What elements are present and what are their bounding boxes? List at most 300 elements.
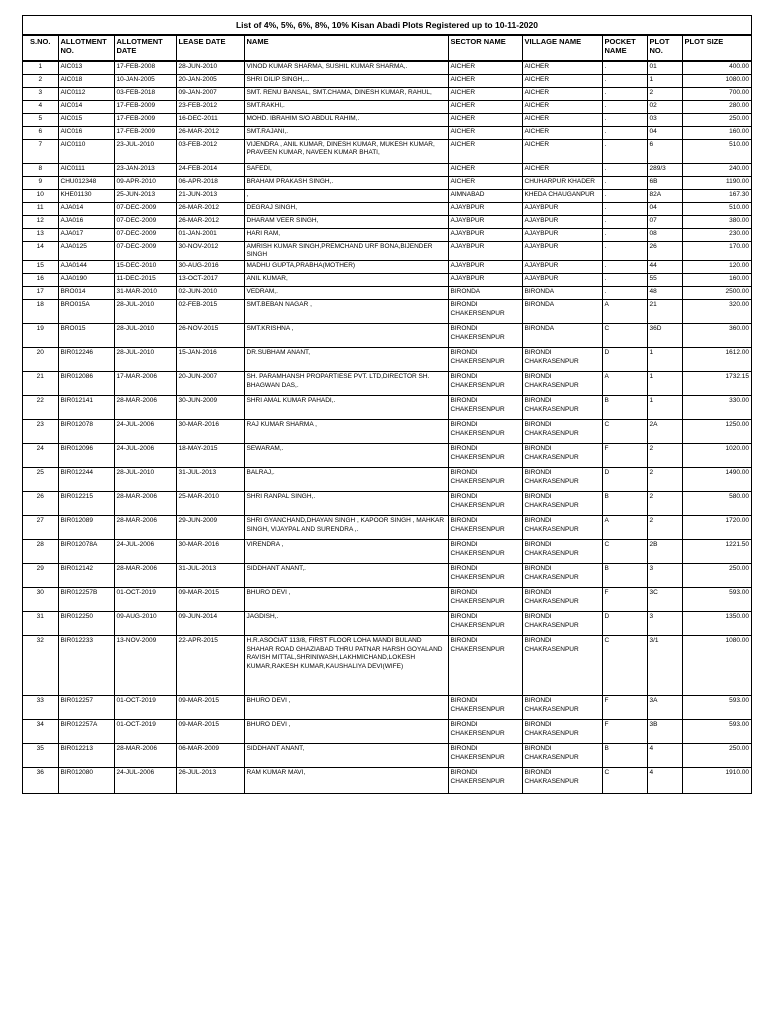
cell-plot-no: 3A [647,696,682,720]
cell-plot-size: 1221.50 [682,540,751,564]
cell-allotment-no: BIR012246 [58,348,114,372]
cell-lease-date: 24-FEB-2014 [176,163,244,176]
cell-village-name: AICHER [522,126,602,139]
cell-sector-name: BIRONDI CHAKERSENPUR [448,468,522,492]
cell-lease-date: 30-NOV-2012 [176,241,244,261]
cell-plot-no: 07 [647,215,682,228]
cell-sector-name: AIMNABAD [448,189,522,202]
cell-allotment-date: 28-MAR-2006 [114,744,176,768]
cell-allotment-no: BIR012233 [58,636,114,696]
cell-sno: 3 [23,87,58,100]
cell-pocket-name: . [602,202,647,215]
cell-pocket-name: . [602,87,647,100]
cell-name: VEDRAM,. [244,287,448,300]
cell-allotment-no: BIR012250 [58,612,114,636]
cell-plot-no: 03 [647,113,682,126]
cell-name: BRAHAM PRAKASH SINGH,. [244,176,448,189]
cell-sector-name: BIRONDI CHAKERSENPUR [448,696,522,720]
cell-village-name: BIRONDI CHAKRASENPUR [522,420,602,444]
cell-plot-size: 1020.00 [682,444,751,468]
cell-pocket-name: . [602,261,647,274]
cell-plot-size: 160.00 [682,126,751,139]
cell-allotment-no: BIR012257A [58,720,114,744]
cell-allotment-date: 03-FEB-2018 [114,87,176,100]
cell-village-name: KHEDA CHAUGANPUR [522,189,602,202]
cell-lease-date: 21-JUN-2013 [176,189,244,202]
cell-sector-name: AJAYBPUR [448,274,522,287]
cell-lease-date: 06-APR-2018 [176,176,244,189]
cell-sector-name: AJAYBPUR [448,261,522,274]
cell-allotment-date: 07-DEC-2009 [114,202,176,215]
cell-plot-no: 3/1 [647,636,682,696]
cell-allotment-date: 25-JUN-2013 [114,189,176,202]
cell-sector-name: BIRONDI CHAKERSENPUR [448,564,522,588]
cell-sno: 36 [23,768,58,793]
cell-village-name: BIRONDI CHAKRASENPUR [522,516,602,540]
cell-allotment-no: BIR012078 [58,420,114,444]
cell-plot-no: 3 [647,564,682,588]
cell-pocket-name: F [602,696,647,720]
cell-pocket-name: F [602,588,647,612]
cell-allotment-date: 13-NOV-2009 [114,636,176,696]
cell-sno: 29 [23,564,58,588]
cell-allotment-date: 15-DEC-2010 [114,261,176,274]
cell-allotment-date: 17-FEB-2008 [114,61,176,74]
cell-pocket-name: . [602,215,647,228]
cell-lease-date: 18-MAY-2015 [176,444,244,468]
cell-village-name: BIRONDI CHAKRASENPUR [522,468,602,492]
cell-name: DR.SUBHAM ANANT, [244,348,448,372]
table-row [23,612,751,636]
cell-allotment-date: 24-JUL-2006 [114,444,176,468]
table-row [23,189,751,202]
cell-sector-name: BIRONDI CHAKERSENPUR [448,324,522,348]
cell-plot-no: 3 [647,612,682,636]
cell-allotment-date: 28-MAR-2006 [114,492,176,516]
cell-allotment-no: AIC014 [58,100,114,113]
cell-plot-no: 02 [647,100,682,113]
col-header-sector-name: SECTOR NAME [448,36,522,62]
table-row [23,215,751,228]
cell-allotment-no: BIR012078A [58,540,114,564]
table-row [23,516,751,540]
cell-plot-size: 167.30 [682,189,751,202]
cell-allotment-no: AJA014 [58,202,114,215]
cell-allotment-no: BIR012213 [58,744,114,768]
cell-sector-name: BIRONDI CHAKERSENPUR [448,768,522,793]
cell-plot-no: 2B [647,540,682,564]
cell-name: SIDDHANT ANANT,. [244,564,448,588]
cell-allotment-date: 09-AUG-2010 [114,612,176,636]
col-header-plot-no: PLOT NO. [647,36,682,62]
cell-lease-date: 30-AUG-2016 [176,261,244,274]
cell-village-name: BIRONDA [522,324,602,348]
cell-lease-date: 09-JAN-2007 [176,87,244,100]
cell-allotment-no: BIR012215 [58,492,114,516]
cell-sno: 4 [23,100,58,113]
cell-plot-size: 593.00 [682,696,751,720]
cell-plot-no: 6 [647,139,682,163]
cell-lease-date: 09-MAR-2015 [176,696,244,720]
table-row [23,696,751,720]
cell-sector-name: BIRONDI CHAKERSENPUR [448,516,522,540]
cell-name: SAFEDI, [244,163,448,176]
table-header-row [23,36,751,62]
cell-plot-no: 2 [647,87,682,100]
cell-plot-no: 36D [647,324,682,348]
cell-sno: 21 [23,372,58,396]
col-header-allotment-no: ALLOTMENT NO. [58,36,114,62]
cell-lease-date: 13-OCT-2017 [176,274,244,287]
cell-pocket-name: . [602,126,647,139]
cell-pocket-name: C [602,540,647,564]
cell-plot-no: 6B [647,176,682,189]
table-row [23,444,751,468]
cell-pocket-name: . [602,139,647,163]
cell-lease-date: 09-MAR-2015 [176,588,244,612]
cell-plot-no: 3B [647,720,682,744]
cell-lease-date: 23-FEB-2012 [176,100,244,113]
table-row [23,261,751,274]
cell-name: MADHU GUPTA,PRABHA(MOTHER) [244,261,448,274]
cell-sector-name: BIRONDI CHAKERSENPUR [448,492,522,516]
cell-village-name: BIRONDI CHAKRASENPUR [522,720,602,744]
cell-pocket-name: . [602,163,647,176]
table-row [23,241,751,261]
cell-name: RAM KUMAR MAVI, [244,768,448,793]
cell-pocket-name: D [602,468,647,492]
table-row [23,396,751,420]
cell-plot-size: 1080.00 [682,636,751,696]
cell-sector-name: AICHER [448,74,522,87]
cell-plot-no: 2A [647,420,682,444]
cell-allotment-date: 01-OCT-2019 [114,588,176,612]
cell-plot-size: 360.00 [682,324,751,348]
cell-plot-size: 1350.00 [682,612,751,636]
col-header-pocket-name: POCKET NAME [602,36,647,62]
cell-allotment-date: 17-MAR-2006 [114,372,176,396]
cell-village-name: AICHER [522,100,602,113]
cell-sno: 26 [23,492,58,516]
cell-sno: 8 [23,163,58,176]
table-row [23,61,751,74]
cell-pocket-name: B [602,396,647,420]
cell-plot-no: 2 [647,468,682,492]
cell-village-name: BIRONDA [522,287,602,300]
cell-pocket-name: B [602,492,647,516]
cell-plot-size: 230.00 [682,228,751,241]
cell-allotment-no: BIR012086 [58,372,114,396]
col-header-sno: S.NO. [23,36,58,62]
cell-sno: 24 [23,444,58,468]
cell-allotment-date: 28-MAR-2006 [114,396,176,420]
table-row [23,202,751,215]
cell-name: DHARAM VEER SINGH, [244,215,448,228]
table-row [23,540,751,564]
table-row [23,300,751,324]
cell-allotment-date: 01-OCT-2019 [114,720,176,744]
cell-plot-no: 1 [647,372,682,396]
table-row [23,636,751,696]
cell-sno: 25 [23,468,58,492]
cell-lease-date: 02-FEB-2015 [176,300,244,324]
cell-pocket-name: . [602,113,647,126]
cell-sector-name: BIRONDI CHAKERSENPUR [448,720,522,744]
cell-allotment-date: 28-MAR-2006 [114,516,176,540]
cell-allotment-no: BRO015A [58,300,114,324]
cell-village-name: BIRONDI CHAKRASENPUR [522,768,602,793]
cell-allotment-no: AJA0190 [58,274,114,287]
cell-allotment-date: 17-FEB-2009 [114,113,176,126]
plot-register-document [22,15,752,794]
cell-sector-name: BIRONDI CHAKERSENPUR [448,636,522,696]
cell-plot-size: 593.00 [682,720,751,744]
cell-sno: 2 [23,74,58,87]
cell-sector-name: AJAYBPUR [448,228,522,241]
cell-lease-date: 15-JAN-2016 [176,348,244,372]
cell-sector-name: AICHER [448,61,522,74]
cell-lease-date: 22-APR-2015 [176,636,244,696]
cell-plot-size: 700.00 [682,87,751,100]
col-header-village-name: VILLAGE NAME [522,36,602,62]
cell-pocket-name: A [602,372,647,396]
cell-plot-size: 1190.00 [682,176,751,189]
cell-allotment-no: AIC0110 [58,139,114,163]
cell-plot-no: 3C [647,588,682,612]
cell-pocket-name: B [602,744,647,768]
cell-pocket-name: . [602,287,647,300]
cell-village-name: BIRONDI CHAKRASENPUR [522,348,602,372]
cell-allotment-no: AJA016 [58,215,114,228]
cell-sno: 10 [23,189,58,202]
col-header-allotment-date: ALLOTMENT DATE [114,36,176,62]
cell-plot-size: 1720.00 [682,516,751,540]
cell-sno: 9 [23,176,58,189]
cell-allotment-no: AIC015 [58,113,114,126]
col-header-lease-date: LEASE DATE [176,36,244,62]
cell-lease-date: 30-MAR-2016 [176,540,244,564]
cell-name: VIRENDRA , [244,540,448,564]
cell-pocket-name: A [602,300,647,324]
cell-sno: 30 [23,588,58,612]
cell-pocket-name: C [602,420,647,444]
cell-sno: 19 [23,324,58,348]
cell-sno: 35 [23,744,58,768]
cell-allotment-date: 11-DEC-2015 [114,274,176,287]
table-row [23,492,751,516]
cell-pocket-name: F [602,720,647,744]
table-body [23,61,751,793]
cell-name: SMT.KRISHNA , [244,324,448,348]
cell-sno: 27 [23,516,58,540]
cell-pocket-name: B [602,564,647,588]
cell-plot-size: 280.00 [682,100,751,113]
cell-name: VINOD KUMAR SHARMA, SUSHIL KUMAR SHARMA,. [244,61,448,74]
cell-name: SMT. RENU BANSAL, SMT.CHAMA, DINESH KUMAR, RAHUL, [244,87,448,100]
cell-pocket-name: C [602,768,647,793]
cell-village-name: BIRONDI CHAKRASENPUR [522,372,602,396]
cell-allotment-date: 17-FEB-2009 [114,126,176,139]
cell-allotment-date: 24-JUL-2006 [114,540,176,564]
cell-name: SEWARAM,. [244,444,448,468]
cell-sno: 6 [23,126,58,139]
cell-sector-name: AICHER [448,139,522,163]
cell-lease-date: 28-JUN-2010 [176,61,244,74]
cell-sector-name: AICHER [448,176,522,189]
table-row [23,228,751,241]
cell-village-name: AJAYBPUR [522,274,602,287]
cell-sector-name: AJAYBPUR [448,215,522,228]
cell-pocket-name: D [602,612,647,636]
cell-allotment-no: AIC016 [58,126,114,139]
cell-plot-no: 4 [647,744,682,768]
cell-sno: 22 [23,396,58,420]
cell-name: BHURO DEVI , [244,696,448,720]
cell-plot-size: 580.00 [682,492,751,516]
cell-plot-size: 170.00 [682,241,751,261]
cell-pocket-name: . [602,189,647,202]
table-row [23,87,751,100]
cell-sno: 31 [23,612,58,636]
cell-plot-no: 08 [647,228,682,241]
cell-village-name: AICHER [522,74,602,87]
cell-name: BALRAJ,. [244,468,448,492]
col-header-name: NAME [244,36,448,62]
cell-sector-name: BIRONDI CHAKERSENPUR [448,300,522,324]
cell-allotment-date: 24-JUL-2006 [114,768,176,793]
cell-sector-name: AJAYBPUR [448,241,522,261]
cell-allotment-date: 07-DEC-2009 [114,241,176,261]
cell-name: SHRI RANPAL SINGH,. [244,492,448,516]
cell-lease-date: 26-MAR-2012 [176,202,244,215]
cell-name: ANIL KUMAR, [244,274,448,287]
cell-plot-no: 2 [647,492,682,516]
cell-plot-size: 250.00 [682,113,751,126]
cell-sector-name: AICHER [448,100,522,113]
cell-plot-size: 330.00 [682,396,751,420]
plots-table [23,35,751,793]
cell-allotment-date: 28-JUL-2010 [114,324,176,348]
cell-plot-no: 44 [647,261,682,274]
cell-village-name: AJAYBPUR [522,202,602,215]
cell-pocket-name: . [602,176,647,189]
table-row [23,274,751,287]
cell-name: , [244,189,448,202]
cell-village-name: BIRONDA [522,300,602,324]
cell-village-name: AICHER [522,113,602,126]
table-row [23,100,751,113]
cell-allotment-date: 07-DEC-2009 [114,215,176,228]
cell-village-name: BIRONDI CHAKRASENPUR [522,744,602,768]
cell-plot-no: 04 [647,126,682,139]
cell-allotment-date: 28-JUL-2010 [114,348,176,372]
cell-sno: 17 [23,287,58,300]
cell-plot-no: 1 [647,348,682,372]
cell-pocket-name: F [602,444,647,468]
cell-plot-size: 1612.00 [682,348,751,372]
cell-pocket-name: A [602,516,647,540]
cell-allotment-date: 24-JUL-2006 [114,420,176,444]
table-row [23,139,751,163]
cell-pocket-name: . [602,274,647,287]
cell-name: SMT.RAJANI,. [244,126,448,139]
cell-sno: 5 [23,113,58,126]
table-row [23,176,751,189]
cell-sector-name: AJAYBPUR [448,202,522,215]
cell-village-name: BIRONDI CHAKRASENPUR [522,696,602,720]
cell-plot-size: 240.00 [682,163,751,176]
table-row [23,324,751,348]
table-row [23,468,751,492]
cell-lease-date: 09-JUN-2014 [176,612,244,636]
cell-plot-size: 510.00 [682,139,751,163]
cell-plot-no: 55 [647,274,682,287]
cell-sector-name: BIRONDA [448,287,522,300]
table-row [23,126,751,139]
cell-name: SMT.BEBAN NAGAR , [244,300,448,324]
cell-lease-date: 30-JUN-2009 [176,396,244,420]
cell-allotment-date: 23-JUL-2010 [114,139,176,163]
cell-allotment-date: 23-JAN-2013 [114,163,176,176]
cell-village-name: AJAYBPUR [522,261,602,274]
table-row [23,588,751,612]
cell-plot-size: 120.00 [682,261,751,274]
cell-plot-size: 593.00 [682,588,751,612]
cell-sno: 11 [23,202,58,215]
cell-sno: 12 [23,215,58,228]
table-row [23,348,751,372]
cell-village-name: BIRONDI CHAKRASENPUR [522,564,602,588]
cell-name: BHURO DEVI , [244,720,448,744]
cell-allotment-no: BIR012080 [58,768,114,793]
cell-plot-no: 2 [647,444,682,468]
cell-name: JAGDISH,. [244,612,448,636]
cell-allotment-no: BRO014 [58,287,114,300]
cell-plot-size: 250.00 [682,744,751,768]
cell-sector-name: AICHER [448,87,522,100]
cell-sector-name: BIRONDI CHAKERSENPUR [448,348,522,372]
table-row [23,720,751,744]
cell-pocket-name: . [602,100,647,113]
cell-sno: 23 [23,420,58,444]
cell-lease-date: 16-DEC-2011 [176,113,244,126]
cell-plot-size: 320.00 [682,300,751,324]
col-header-plot-size: PLOT SIZE [682,36,751,62]
cell-allotment-no: AIC018 [58,74,114,87]
cell-plot-size: 250.00 [682,564,751,588]
cell-plot-size: 510.00 [682,202,751,215]
cell-sector-name: BIRONDI CHAKERSENPUR [448,540,522,564]
cell-sector-name: BIRONDI CHAKERSENPUR [448,744,522,768]
cell-name: VIJENDRA , ANIL KUMAR, DINESH KUMAR, MUKESH KUMAR, PRAVEEN KUMAR, NAVEEN KUMAR BHATI, [244,139,448,163]
cell-pocket-name: . [602,241,647,261]
cell-pocket-name: . [602,61,647,74]
cell-plot-size: 1490.00 [682,468,751,492]
cell-village-name: AJAYBPUR [522,215,602,228]
cell-plot-no: 04 [647,202,682,215]
cell-sector-name: BIRONDI CHAKERSENPUR [448,396,522,420]
cell-sno: 7 [23,139,58,163]
cell-pocket-name: C [602,324,647,348]
cell-village-name: BIRONDI CHAKRASENPUR [522,444,602,468]
cell-name: RAJ KUMAR SHARMA , [244,420,448,444]
cell-village-name: AICHER [522,139,602,163]
cell-village-name: BIRONDI CHAKRASENPUR [522,396,602,420]
table-row [23,564,751,588]
cell-allotment-date: 10-JAN-2005 [114,74,176,87]
cell-name: DEGRAJ SINGH, [244,202,448,215]
cell-village-name: BIRONDI CHAKRASENPUR [522,612,602,636]
